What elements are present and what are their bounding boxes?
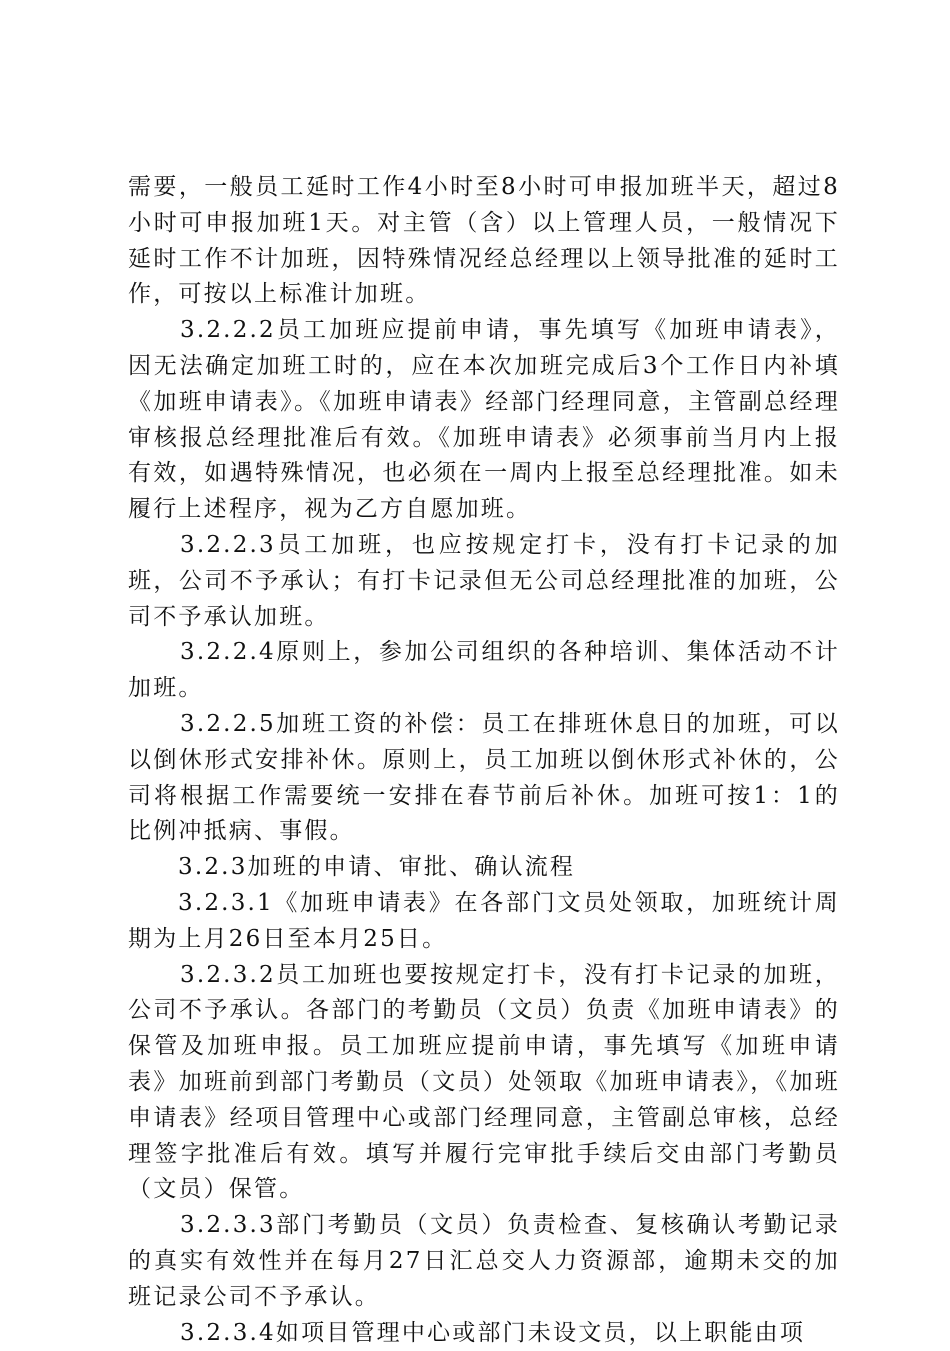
paragraph-3-2-3-4: 3.2.3.4如项目管理中心或部门未设文员，以上职能由项: [128, 1316, 840, 1351]
paragraph-3-2-2-4: 3.2.2.4原则上，参加公司组织的各种培训、集体活动不计加班。: [128, 635, 840, 707]
paragraph-3-2-2-5: 3.2.2.5加班工资的补偿：员工在排班休息日的加班，可以以倒休形式安排补休。原则上，员工加班以倒休形式补休的，公司将根据工作需要统一安排在春节前后补休。加班可按1：1的比例冲抵病、事假。: [128, 707, 840, 850]
paragraph-3-2-3-3: 3.2.3.3部门考勤员（文员）负责检查、复核确认考勤记录的真实有效性并在每月27日汇总交人力资源部，逾期未交的加班记录公司不予承认。: [128, 1208, 840, 1315]
paragraph-3-2-2-2: 3.2.2.2员工加班应提前申请，事先填写《加班申请表》，因无法确定加班工时的，应在本次加班完成后3个工作日内补填《加班申请表》。《加班申请表》经部门经理同意，主管副总经理审核报总经理批准后有效。《加班申请表》必须事前当月内上报有效，如遇特殊情况，也必须在一周内上报至总经理批准。如未履行上述程序，视为乙方自愿加班。: [128, 313, 840, 528]
document-body: [128, 170, 840, 1351]
paragraph-3-2-2-3: 3.2.2.3员工加班，也应按规定打卡，没有打卡记录的加班，公司不予承认；有打卡记录但无公司总经理批准的加班，公司不予承认加班。: [128, 528, 840, 635]
paragraph-3-2-3-2: 3.2.3.2员工加班也要按规定打卡，没有打卡记录的加班，公司不予承认。各部门的考勤员（文员）负责《加班申请表》的保管及加班申报。员工加班应提前申请，事先填写《加班申请表》加班前到部门考勤员（文员）处领取《加班申请表》，《加班申请表》经项目管理中心或部门经理同意，主管副总审核，总经理签字批准后有效。填写并履行完审批手续后交由部门考勤员（文员）保管。: [128, 958, 840, 1209]
paragraph-overtime-standard: 需要，一般员工延时工作4小时至8小时可申报加班半天，超过8小时可申报加班1天。对主管（含）以上管理人员，一般情况下延时工作不计加班，因特殊情况经总经理以上领导批准的延时工作，可按以上标准计加班。: [128, 170, 840, 313]
section-heading-3-2-3: 3.2.3加班的申请、审批、确认流程: [128, 850, 840, 886]
paragraph-3-2-3-1: 3.2.3.1《加班申请表》在各部门文员处领取，加班统计周期为上月26日至本月25日。: [128, 886, 840, 958]
